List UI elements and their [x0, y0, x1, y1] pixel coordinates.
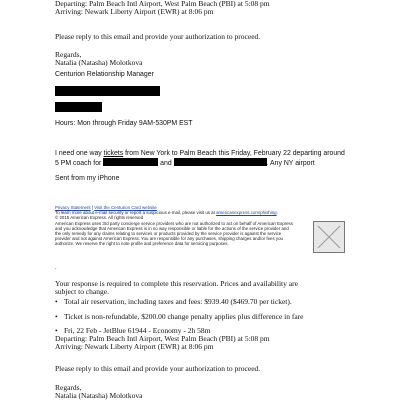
request-line-1 [55, 150, 345, 158]
centurion-website-link[interactable]: Visit the Centurion Card website [94, 205, 157, 210]
top-sender-title-text: Centurion Relationship Manager [55, 71, 154, 78]
privacy-statement-link[interactable]: Privacy Statement [55, 205, 91, 210]
disclaimer-line-2: and you acknowledge that American Express is in no way responsible or liable for the actions of the service provider and [55, 225, 289, 231]
total-air-text: Total air reservation, including taxes and fees: $939.40 ($469.70 per ticket). [64, 297, 292, 306]
disclaimer-line-4: provider and not against American Express. You are responsible for any purchases, shipping charges and/or fees you [55, 236, 283, 242]
bottom-signature [55, 384, 142, 400]
broken-image-graphic [314, 222, 344, 252]
hours-text: Hours: Mon through Friday 9AM-530PM EST [55, 120, 193, 127]
bottom-regards: Regards, [55, 383, 82, 392]
flight-item [55, 327, 270, 335]
top-flight-details [55, 0, 270, 16]
total-air-item [55, 298, 292, 306]
footer-security-text: To learn more about e-mail security or report a suspicious e-mail, please visit us at [55, 210, 217, 216]
request-line-2-middle: and [158, 160, 174, 168]
bullet-symbol-2: • [55, 312, 58, 321]
broken-image-icon [313, 221, 345, 253]
bullet-symbol-3: • [55, 326, 58, 335]
bottom-sender-name: Natalia (Natasha) Molotkova [55, 391, 143, 400]
bottom-response-required [55, 280, 298, 296]
bottom-departing: Departing: Palm Beach Intl Airport, West Palm Beach (PBI) at 5:08 pm [55, 334, 270, 344]
request-text-end: from New York to Palm Beach this Friday, February 22 departing around [123, 150, 345, 157]
ticket-item [55, 313, 304, 321]
response-required-line-1: Your response is required to complete this reservation. Prices and availability are [55, 279, 298, 288]
top-arriving: Arriving: Newark Liberty Airport (EWR) at 8:06 pm [55, 7, 214, 17]
top-signature [55, 51, 142, 67]
redaction-bar-1 [55, 86, 160, 96]
phishing-link[interactable]: americanexpress.com/phishing [216, 210, 277, 216]
bottom-arriving: Arriving: Newark Liberty Airport (EWR) at 8:06 pm [55, 342, 214, 352]
top-reply-request-text: Please reply to this email and provide your authorization to proceed. [55, 32, 261, 41]
ticket-text: Ticket is non-refundable, $200.00 change penalty applies plus difference in fare [64, 312, 304, 321]
request-text-start: I need one way [55, 150, 104, 157]
footer-separator: | [90, 205, 95, 210]
top-sender-name: Natalia (Natasha) Molotkova [55, 58, 143, 68]
request-line-2-end: . Any NY airport [266, 160, 315, 168]
request-line-2-start: 5 PM coach for [55, 160, 104, 168]
iphone-signature [55, 175, 119, 183]
response-required-line-2: subject to change. [55, 287, 109, 297]
hours-block [55, 120, 192, 128]
separator-dot: . [55, 265, 57, 271]
redacted-name-2 [174, 158, 267, 166]
bottom-bullet-list [55, 298, 292, 306]
bullet-symbol-1: • [55, 297, 58, 306]
tickets-link[interactable]: tickets [103, 150, 124, 157]
top-reply-request [55, 33, 260, 41]
flight-line-text: Fri, 22 Feb - JetBlue 61944 - Economy - 2h 58m [64, 326, 211, 335]
footer-security-period: . [276, 210, 278, 216]
bottom-reply-request-text: Please reply to this email and provide your authorization to proceed. [55, 364, 261, 373]
footer-links [55, 205, 333, 247]
top-sender-title [55, 71, 154, 79]
disclaimer-line-1: American Express uses 3rd party concierge service providers who are not authorized to act on behalf of American Express [55, 220, 293, 226]
bottom-reply-request [55, 365, 260, 373]
disclaimer-line-5: authorize. We reserve the right to note profile and preference data for servicing purposes. [55, 241, 229, 247]
redacted-name-1 [103, 158, 158, 166]
disclaimer-line-3: the only remedy for any claims relating to services or products provided by the service provider is against the service [55, 231, 282, 237]
ticket-bullet [55, 313, 304, 321]
top-departing: Departing: Palm Beach Intl Airport, West Palm Beach (PBI) at 5:08 pm [55, 0, 270, 8]
top-regards: Regards, [55, 50, 82, 59]
redaction-bar-2 [55, 102, 102, 112]
request-message [55, 150, 345, 168]
flight-bullet [55, 327, 270, 352]
iphone-signature-text: Sent from my iPhone [55, 175, 120, 182]
request-line-2 [55, 158, 345, 168]
copyright-line: © 2015 American Express. All rights reserved [55, 215, 144, 221]
